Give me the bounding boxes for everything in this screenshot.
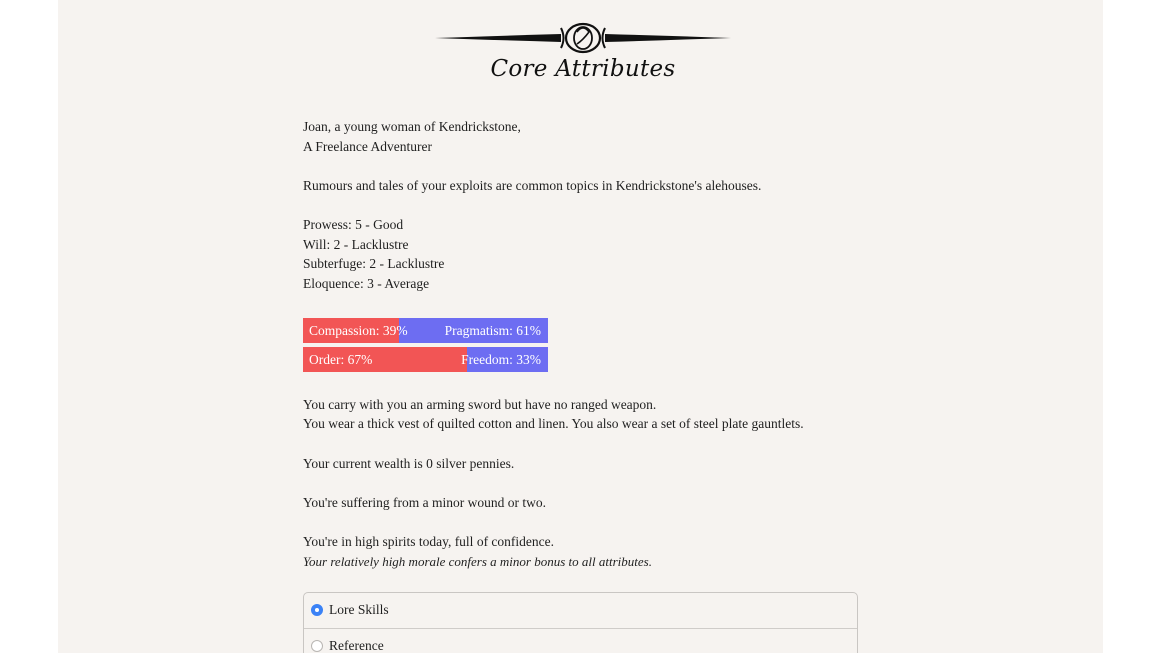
attribute-will: Will: 2 - Lacklustre <box>303 237 409 252</box>
option-label: Reference <box>329 638 384 653</box>
page-background <box>58 0 1103 653</box>
pragmatism-label: Pragmatism: 61% <box>444 323 541 338</box>
reputation-text: Rumours and tales of your exploits are common topics in Kendrickstone's alehouses. <box>303 178 762 193</box>
morale-note: Your relatively high morale confers a minor bonus to all attributes. <box>303 554 652 569</box>
option-reference[interactable] <box>304 629 857 653</box>
order-label: Order: 67% <box>309 352 373 367</box>
radio-selected-icon[interactable] <box>311 604 323 616</box>
section-options <box>303 592 858 653</box>
morale-text: You're in high spirits today, full of confidence. <box>303 534 555 549</box>
character-role-line: A Freelance Adventurer <box>303 139 432 154</box>
attribute-eloquence: Eloquence: 3 - Average <box>303 276 430 291</box>
compassion-label: Compassion: 39% <box>309 323 408 338</box>
character-name-line: Joan, a young woman of Kendrickstone, <box>303 119 521 134</box>
order-freedom-bar <box>303 347 548 372</box>
health-text: You're suffering from a minor wound or two. <box>303 495 547 510</box>
header-ornament <box>433 18 733 88</box>
ornament-divider-icon <box>433 18 733 58</box>
option-lore-skills[interactable] <box>304 593 857 629</box>
attribute-subterfuge: Subterfuge: 2 - Lacklustre <box>303 256 445 271</box>
option-label: Lore Skills <box>329 602 389 617</box>
armour-text: You wear a thick vest of quilted cotton and linen. You also wear a set of steel plate gauntlets. <box>303 416 804 431</box>
freedom-label: Freedom: 33% <box>461 352 541 367</box>
radio-unselected-icon[interactable] <box>311 640 323 652</box>
page-title: Core Attributes <box>490 56 676 82</box>
attribute-prowess: Prowess: 5 - Good <box>303 217 404 232</box>
wealth-text: Your current wealth is 0 silver pennies. <box>303 456 515 471</box>
weapons-text: You carry with you an arming sword but have no ranged weapon. <box>303 397 657 412</box>
compassion-pragmatism-bar <box>303 318 548 343</box>
